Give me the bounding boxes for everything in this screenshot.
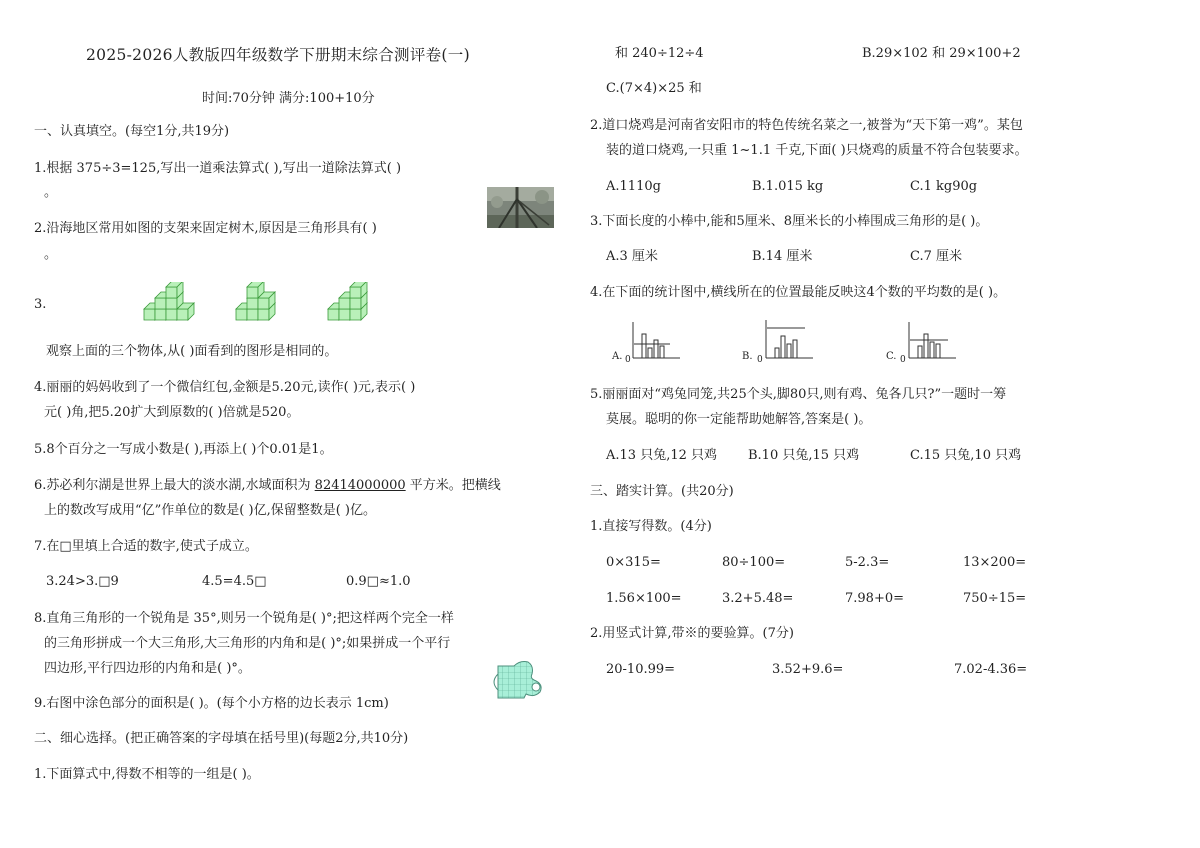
exam-subtitle: 时间:70分钟 满分:100+10分 [202,91,375,106]
q4-line-2: 元( )角,把5.20扩大到原数的( )倍就是520。 [44,405,300,420]
q8-line-3: 四边形,平行四边形的内角和是( )°。 [44,661,251,676]
choice-q1-option-c: C.(7×4)×25 和 [606,81,702,96]
choice-q5-option-a: A.13 只兔,12 只鸡 [606,448,718,463]
choice-q3-option-b: B.14 厘米 [752,249,813,264]
calc-q2-heading: 2.用竖式计算,带※的要验算。(7分) [590,626,794,641]
q9-line: 9.右图中涂色部分的面积是( )。(每个小方格的边长表示 1cm) [34,696,389,711]
choice-q2-line-1: 2.道口烧鸡是河南省安阳市的特色传统名菜之一,被誉为“天下第一鸡”。某包 [590,118,1023,133]
calc-q1-item-2: 80÷100= [722,555,786,570]
exam-title: 2025-2026人教版四年级数学下册期末综合测评卷(一) [86,46,470,64]
chart-b-label: B. [742,351,753,362]
choice-q4-line: 4.在下面的统计图中,横线所在的位置最能反映这4个数的平均数的是( )。 [590,285,1007,300]
choice-q5-line-1: 5.丽丽面对“鸡兔同笼,共25个头,脚80只,则有鸡、兔各几只?”一题时一筹 [590,387,1007,402]
tree-support-photo [487,187,554,228]
chart-a-label: A. [612,351,623,362]
q6-text-post: 平方米。把横线 [405,478,501,493]
q3-number: 3. [34,297,47,312]
chart-b-zero: 0 [757,355,763,365]
q7-item-3: 0.9□≈1.0 [346,574,411,589]
calc-q2-item-1: 20-10.99= [606,662,676,677]
calc-q2-item-2: 3.52+9.6= [772,662,844,677]
q6-underlined-number: 82414000000 [314,478,406,493]
section-1-heading: 一、认真填空。(每空1分,共19分) [34,124,230,139]
chart-a-zero: 0 [625,355,631,365]
q2-line-2: 。 [44,247,58,262]
calc-q1-item-4: 13×200= [963,555,1027,570]
choice-q2-option-c: C.1 kg90g [910,179,978,194]
q6-text-pre: 6.苏必利尔湖是世界上最大的淡水湖,水域面积为 [34,478,315,493]
chart-b [763,318,815,366]
choice-q3-option-a: A.3 厘米 [606,249,658,264]
chart-c-zero: 0 [900,355,906,365]
calc-q2-item-3: 7.02-4.36= [954,662,1028,677]
q8-line-1: 8.直角三角形的一个锐角是 35°,则另一个锐角是( )°;把这样两个完全一样 [34,611,454,626]
q3-text: 观察上面的三个物体,从( )面看到的图形是相同的。 [46,344,338,359]
calc-q1-item-7: 7.98+0= [845,591,905,606]
calc-q1-item-8: 750÷15= [963,591,1027,606]
choice-q3-option-c: C.7 厘米 [910,249,963,264]
calc-q1-item-3: 5-2.3= [845,555,890,570]
q6-line-1 [34,477,501,495]
calc-q1-heading: 1.直接写得数。(4分) [590,519,712,534]
q7-item-2: 4.5=4.5□ [202,574,267,589]
chart-c-label: C. [886,351,897,362]
choice-q1-line: 1.下面算式中,得数不相等的一组是( )。 [34,767,260,782]
choice-q2-option-a: A.1110g [606,179,661,194]
q8-line-2: 的三角形拼成一个大三角形,大三角形的内角和是( )°;如果拼成一个平行 [44,636,451,651]
choice-q1-option-b: B.29×102 和 29×100+2 [862,46,1021,61]
q6-line-2: 上的数改写成用“亿”作单位的数是( )亿,保留整数是( )亿。 [44,503,376,518]
q5-line: 5.8个百分之一写成小数是( ),再添上( )个0.01是1。 [34,442,333,457]
choice-q5-line-2: 莫展。聪明的你一定能帮助她解答,答案是( )。 [606,412,872,427]
calc-q1-item-5: 1.56×100= [606,591,682,606]
choice-q5-option-b: B.10 只兔,15 只鸡 [748,448,860,463]
q7-line: 7.在□里填上合适的数字,使式子成立。 [34,539,258,554]
choice-q1-option-a-cont: 和 240÷12÷4 [615,46,704,61]
q2-line-1: 2.沿海地区常用如图的支架来固定树木,原因是三角形具有( ) [34,221,377,236]
q7-item-1: 3.24>3.□9 [46,574,119,589]
section-2-heading: 二、细心选择。(把正确答案的字母填在括号里)(每题2分,共10分) [34,731,409,746]
section-3-heading: 三、踏实计算。(共20分) [590,484,734,499]
calc-q1-item-6: 3.2+5.48= [722,591,794,606]
calc-q1-item-1: 0×315= [606,555,661,570]
choice-q5-option-c: C.15 只兔,10 只鸡 [910,448,1022,463]
chart-a [630,320,682,366]
chart-c [906,320,958,366]
choice-q2-line-2: 装的道口烧鸡,一只重 1~1.1 千克,下面( )只烧鸡的质量不符合包装要求。 [606,143,1028,158]
q1-line-1: 1.根据 375÷3=125,写出一道乘法算式( ),写出一道除法算式( ) [34,161,402,176]
choice-q2-option-b: B.1.015 kg [752,179,824,194]
q4-line-1: 4.丽丽的妈妈收到了一个微信红包,金额是5.20元,读作( )元,表示( ) [34,380,416,395]
shaded-grid-figure [484,660,548,700]
cube-figures [140,282,380,324]
q1-line-2: 。 [44,185,58,200]
choice-q3-line: 3.下面长度的小棒中,能和5厘米、8厘米长的小棒围成三角形的是( )。 [590,214,989,229]
